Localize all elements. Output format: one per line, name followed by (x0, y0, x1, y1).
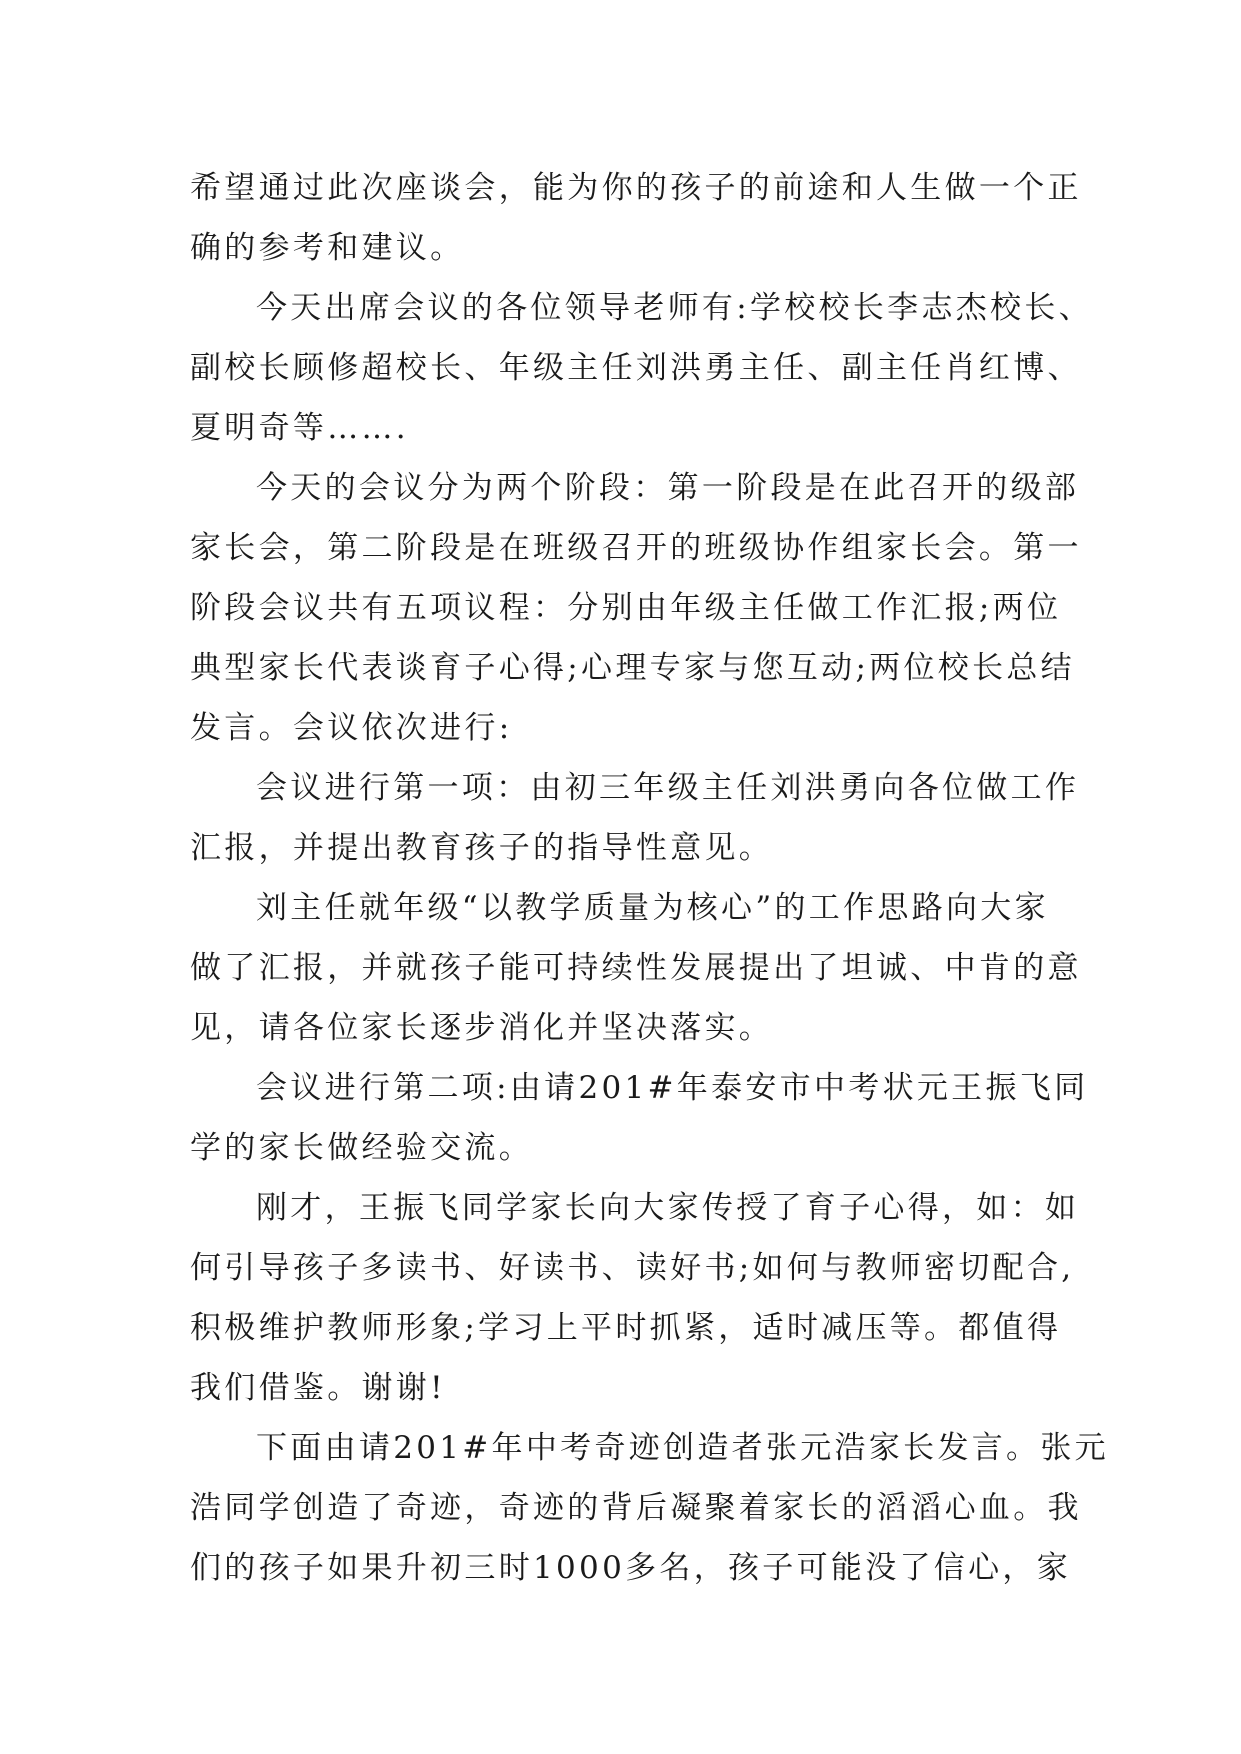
text-line: 副校长顾修超校长、年级主任刘洪勇主任、副主任肖红博、 (190, 350, 1082, 386)
paragraph-first-line: 刘主任就年级“以教学质量为核心”的工作思路向大家 (256, 890, 1049, 926)
text-line: 们的孩子如果升初三时1000多名，孩子可能没了信心，家 (190, 1550, 1071, 1586)
text-line: 积极维护教师形象;学习上平时抓紧，适时减压等。都值得 (190, 1310, 1062, 1346)
text-line: 做了汇报，并就孩子能可持续性发展提出了坦诚、中肯的意 (190, 950, 1082, 986)
text-line: 见，请各位家长逐步消化并坚决落实。 (190, 1010, 774, 1046)
text-line: 希望通过此次座谈会，能为你的孩子的前途和人生做一个正 (190, 170, 1082, 206)
text-line: 汇报，并提出教育孩子的指导性意见。 (190, 830, 774, 866)
text-line: 浩同学创造了奇迹，奇迹的背后凝聚着家长的滔滔心血。我 (190, 1490, 1082, 1526)
text-line: 阶段会议共有五项议程：分别由年级主任做工作汇报;两位 (190, 590, 1062, 626)
text-line: 确的参考和建议。 (190, 230, 465, 266)
text-line: 学的家长做经验交流。 (190, 1130, 533, 1166)
paragraph-first-line: 今天出席会议的各位领导老师有:学校校长李志杰校长、 (256, 290, 1093, 326)
text-line: 夏明奇等……. (190, 410, 409, 446)
document-body (190, 158, 1109, 1598)
text-line: 何引导孩子多读书、好读书、读好书;如何与教师密切配合, (190, 1250, 1075, 1286)
paragraph-first-line: 下面由请201#年中考奇迹创造者张元浩家长发言。张元 (256, 1430, 1109, 1466)
text-line: 家长会，第二阶段是在班级召开的班级协作组家长会。第一 (190, 530, 1082, 566)
paragraph-first-line: 会议进行第二项:由请201#年泰安市中考状元王振飞同 (256, 1070, 1089, 1106)
text-line: 我们借鉴。谢谢! (190, 1370, 446, 1406)
text-line: 发言。会议依次进行: (190, 710, 513, 746)
text-line: 典型家长代表谈育子心得;心理专家与您互动;两位校长总结 (190, 650, 1075, 686)
paragraph-first-line: 刚才，王振飞同学家长向大家传授了育子心得，如：如 (256, 1190, 1080, 1226)
paragraph-first-line: 会议进行第一项：由初三年级主任刘洪勇向各位做工作 (256, 770, 1080, 806)
paragraph-first-line: 今天的会议分为两个阶段：第一阶段是在此召开的级部 (256, 470, 1080, 506)
